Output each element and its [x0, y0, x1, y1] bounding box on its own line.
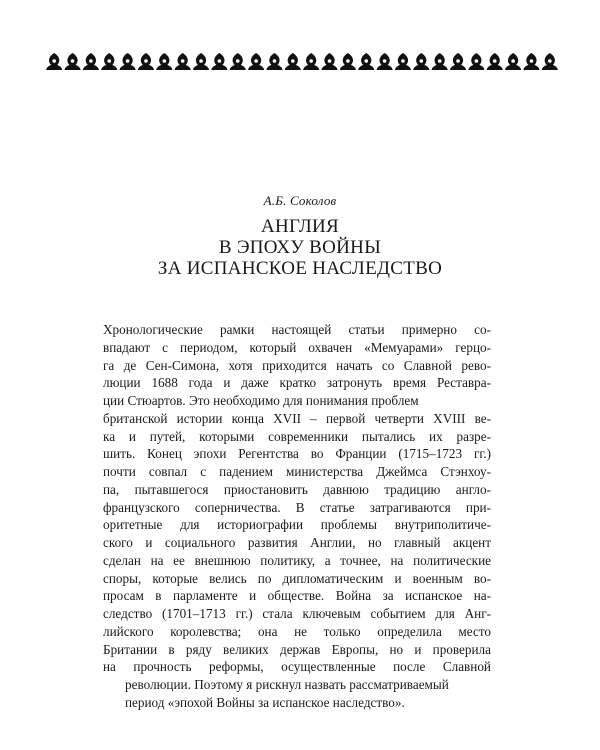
ornament-motif	[377, 53, 393, 70]
ornament-motif	[46, 53, 62, 70]
ornament-motif	[413, 53, 429, 70]
ornament-motif	[523, 53, 539, 70]
body-line: на прочность реформы, осуществленные после Славной	[103, 659, 491, 675]
ornament-motif	[340, 53, 356, 70]
body-line: споры, которые велись по дипломатическим и военным во-	[103, 570, 491, 586]
body-line: следство (1701–1713 гг.) стала ключевым событием для Анг-	[103, 606, 491, 621]
body-line: просам в парламенте и обществе. Война за испанское на-	[103, 588, 491, 604]
body-line: революции. Поэтому я рискнул назвать рассматриваемый	[125, 677, 449, 692]
decorative-ornament-border	[45, 50, 559, 72]
body-line: британской истории конца XVII – первой четверти XVIII ве-	[103, 410, 491, 426]
ornament-motif	[175, 53, 191, 70]
body-line: ского и социального развития Англии, но главный акцент	[103, 535, 491, 550]
ornament-motif	[101, 53, 117, 70]
title-line-1: АНГЛИЯ	[260, 216, 340, 237]
ornament-motif	[120, 53, 136, 70]
ornament-motif	[211, 53, 227, 70]
ornament-motif	[156, 53, 172, 70]
ornament-motif	[487, 53, 503, 70]
body-line: Хронологические рамки настоящей статьи примерно со-	[103, 322, 491, 337]
body-line: шить. Конец эпохи Регентства во Франции (1715–1723 гг.)	[103, 446, 491, 462]
body-line: па, пытавшегося приостановить давнюю традицию англо-	[103, 481, 491, 497]
body-line: га де Сен-Симона, хотя приходится начать со Славной рево-	[103, 357, 491, 373]
ornament-motif	[65, 53, 81, 70]
article-title	[0, 216, 600, 279]
ornament-motif	[395, 53, 411, 70]
ornament-motif	[432, 53, 448, 70]
body-line: впадают с периодом, который охвачен «Мемуарами» герцо-	[103, 339, 491, 355]
ornament-motif	[358, 53, 374, 70]
body-line: ции Стюартов. Это необходимо для понимания проблем	[103, 393, 419, 408]
title-line-2: В ЭПОХУ ВОЙНЫ	[218, 237, 382, 258]
ornament-motif	[83, 53, 99, 70]
body-line: почти совпал с падением министерства Джеймса Стэнхоу-	[103, 464, 491, 479]
ornament-motif	[266, 53, 282, 70]
body-line: лийского королевства; она не только определила место	[103, 623, 491, 639]
body-line: сделан на ее внешнюю политику, а точнее, на политические	[103, 552, 491, 568]
title-line-3: ЗА ИСПАНСКОЕ НАСЛЕДСТВО	[157, 258, 443, 279]
author-name: А.Б. Соколов	[263, 193, 337, 208]
body-line: французского соперничества. В статье затрагиваются при-	[103, 499, 491, 515]
body-line: Британии в ряду великих держав Европы, но и проверила	[103, 641, 491, 657]
ornament-motif	[468, 53, 484, 70]
ornament-motif	[230, 53, 246, 70]
ornament-motif	[505, 53, 521, 70]
ornament-motif	[193, 53, 209, 70]
ornament-motif	[248, 53, 264, 70]
body-line: ка и путей, которыми современники пытались их разре-	[103, 428, 491, 444]
ornament-motif	[542, 53, 558, 70]
ornament-motif	[450, 53, 466, 70]
body-line: период «эпохой Войны за испанское наследство».	[125, 694, 405, 710]
body-line: оритетные для историографии проблемы внутриполитиче-	[103, 517, 491, 533]
body-line: люции 1688 года и даже кратко затронуть время Реставра-	[103, 375, 491, 391]
article-body	[103, 321, 491, 712]
ornament-motif	[322, 53, 338, 70]
ornament-motif	[303, 53, 319, 70]
ornament-motif	[138, 53, 154, 70]
ornament-motif	[285, 53, 301, 70]
